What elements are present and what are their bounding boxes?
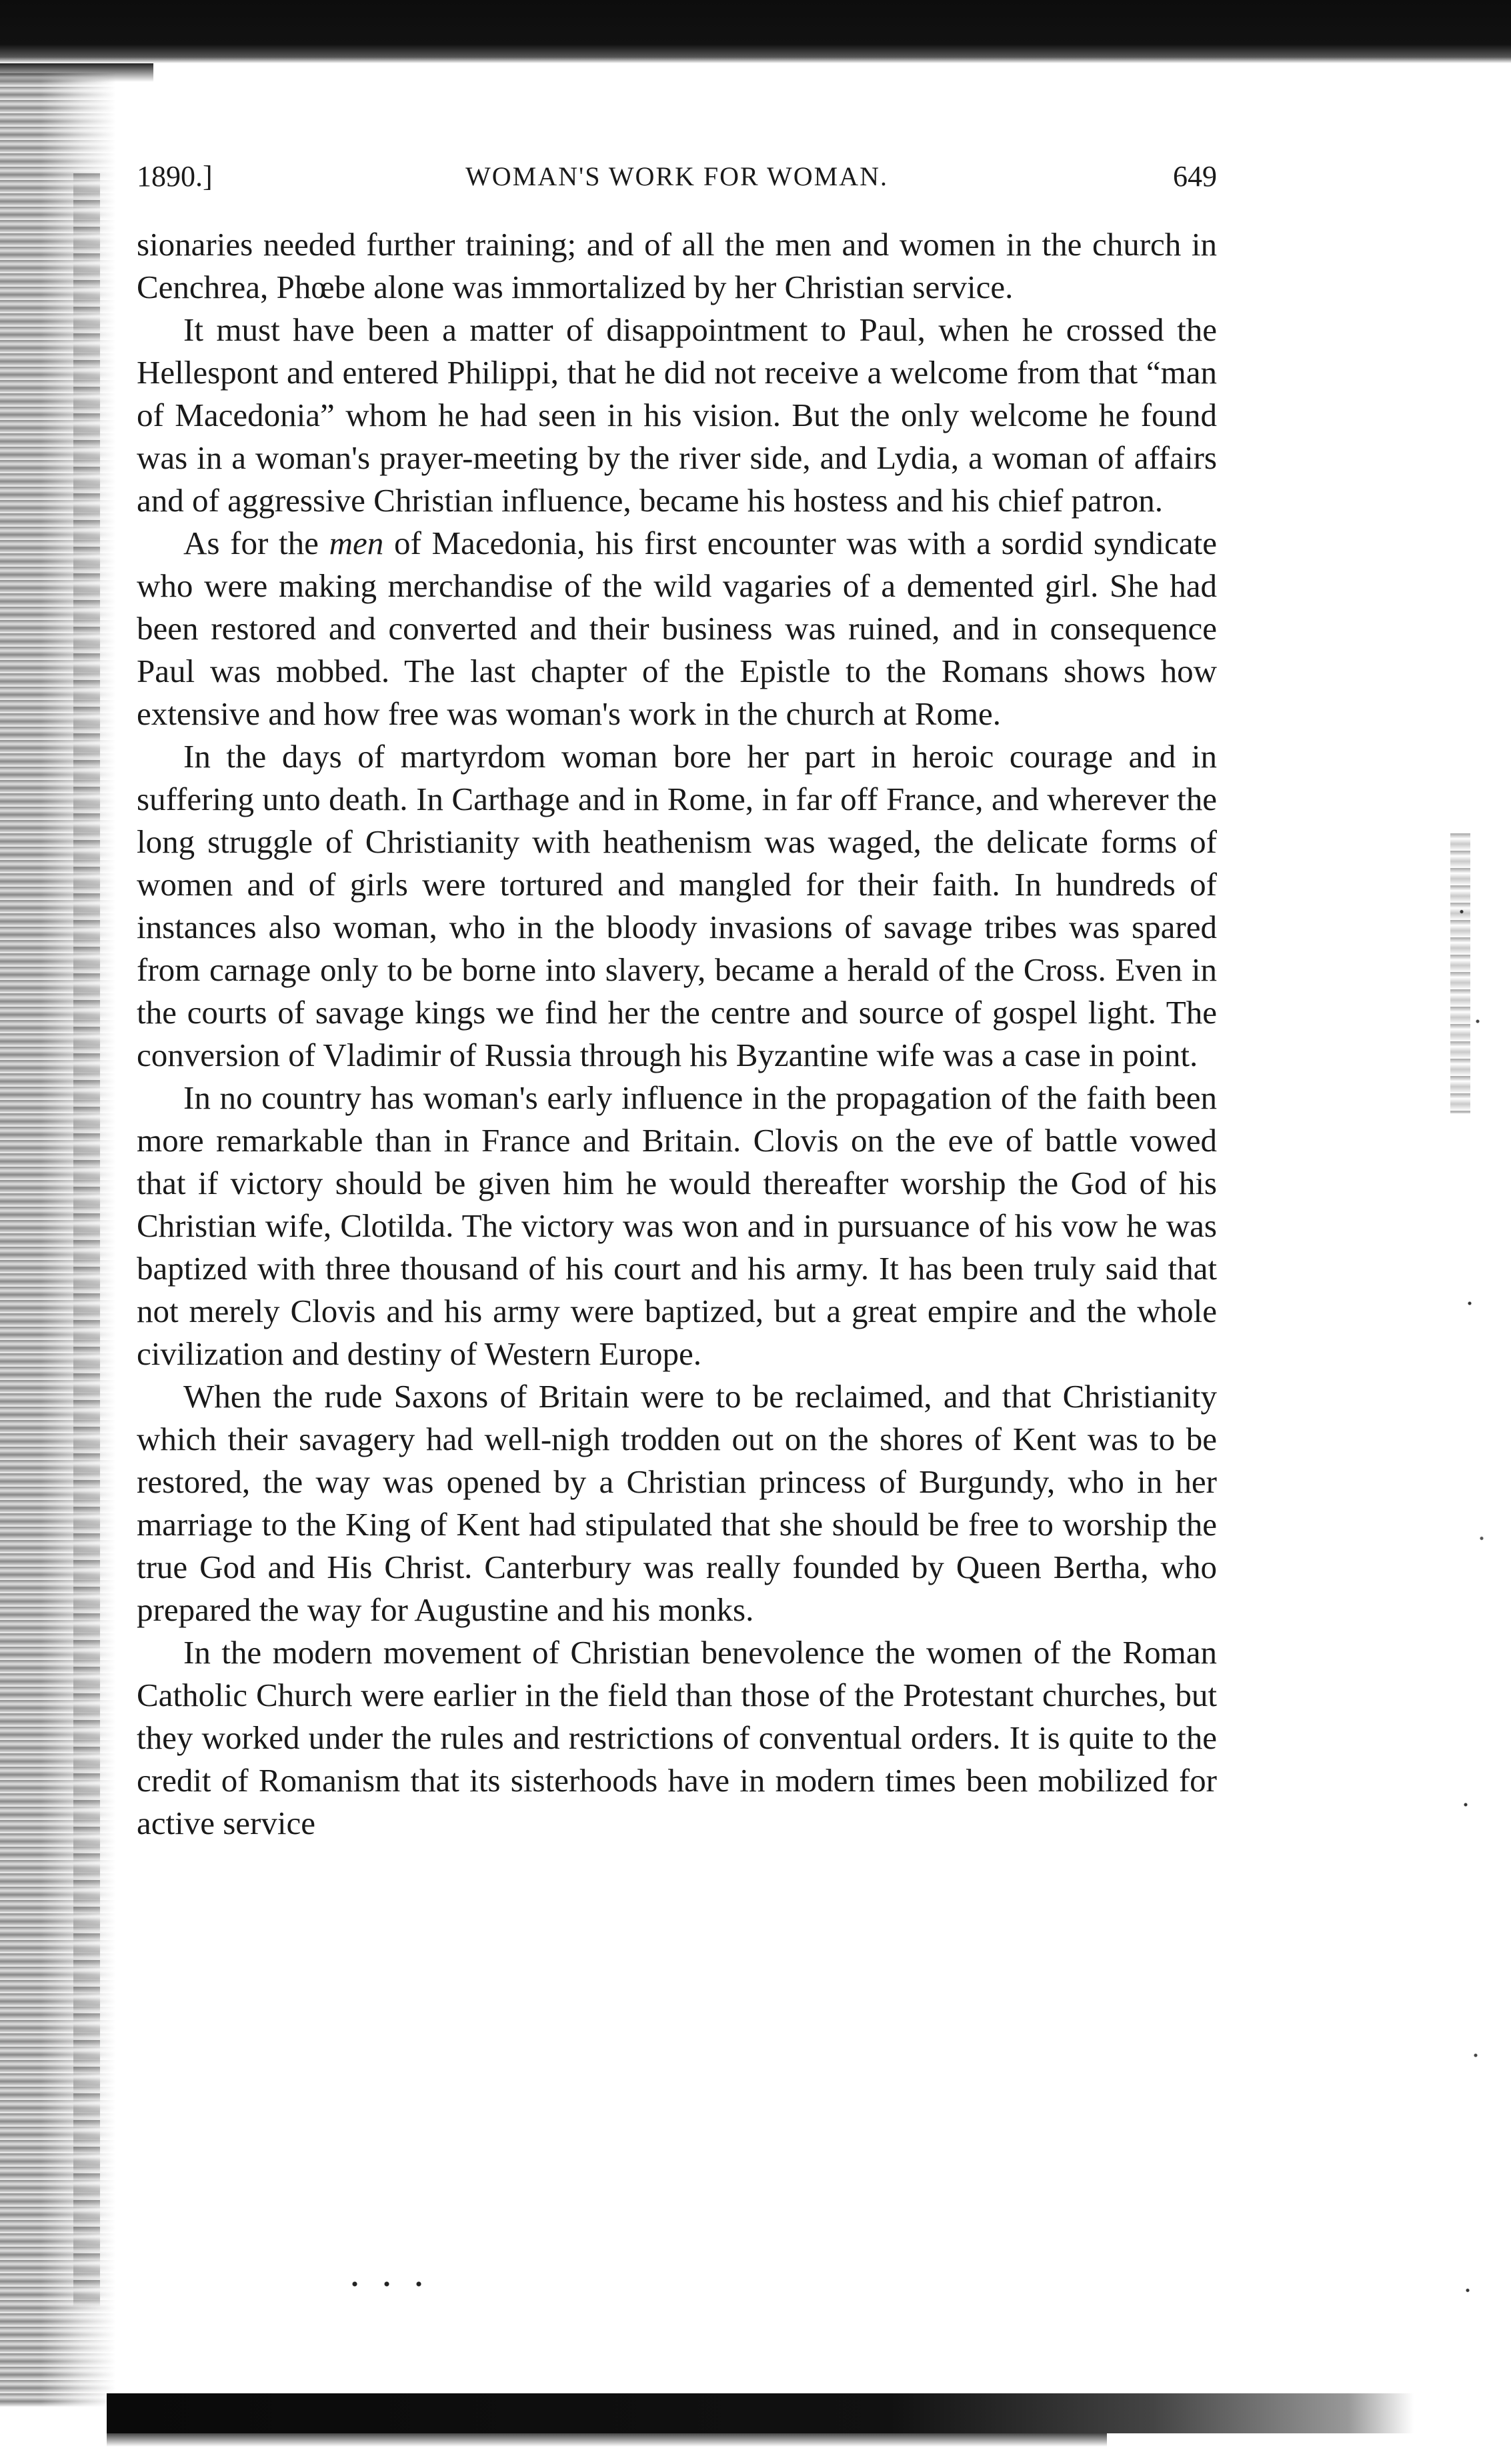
paragraph: It must have been a matter of disappointment to Paul, when he crossed the Hellespont and entered Philippi, that he did not receive a welcome from that “man of Macedonia” whom he had seen in his vision. But the only welcome he found was in a woman's prayer-meeting by the river side, and Lydia, a woman of affairs and of aggressive Christian influence, became his hostess and his chief patron.	[137, 311, 1217, 519]
paragraph: When the rude Saxons of Britain were to be reclaimed, and that Christianity which their savagery had well-nigh trodden out on the shores of Kent was to be restored, the way was opened by a Christian princess of Burgundy, who in her marriage to the King of Kent had stipulated that she should be free to worship the true God and His Christ. Canterbury was really founded by Queen Bertha, who prepared the way for Augustine and his monks.	[137, 1378, 1217, 1628]
paragraph-text: of Macedonia, his first encounter was with a sordid syndicate who were making merchandise of the wild vagaries of a demented girl. She had been restored and converted and their business was ruined, and in consequence Paul was mobbed. The last chapter of the Epistle to the Romans shows how extensive and how free was woman's work in the church at Rome.	[137, 525, 1217, 732]
emphasized-word: men	[329, 525, 384, 561]
running-head	[137, 157, 1217, 197]
scan-bottom-shadow	[107, 2433, 1107, 2447]
scan-bottom-border	[107, 2393, 1414, 2433]
scan-bottom-specks	[347, 2280, 427, 2288]
scan-right-specks	[1454, 833, 1494, 2400]
paragraph	[137, 522, 1217, 735]
page-number: 649	[1173, 160, 1217, 193]
scan-left-binding-texture	[73, 173, 100, 2307]
paragraph: In the days of martyrdom woman bore her part in heroic courage and in suffering unto death. In Carthage and in Rome, in far off France, and wherever the long struggle of Christianity with heathenism was waged, the delicate forms of women and of girls were tortured and mangled for their faith. In hundreds of instances also woman, who in the bloody invasions of savage tribes was spared from carnage only to be borne into slavery, became a herald of the Cross. Even in the courts of savage kings we find her the centre and source of gospel light. The conversion of Vladimir of Russia through his Byzantine wife was a case in point.	[137, 738, 1217, 1073]
paragraph: In the modern movement of Christian benevolence the women of the Roman Catholic Church were earlier in the field than those of the Protestant churches, but they worked under the rules and restrictions of conventual orders. It is quite to the credit of Romanism that its sisterhoods have in modern times been mobilized for active service	[137, 1634, 1217, 1841]
scan-top-border	[0, 0, 1511, 63]
paragraph: In no country has woman's early influence in the propagation of the faith been more remarkable than in France and Britain. Clovis on the eve of battle vowed that if victory should be given him he would thereafter worship the God of his Christian wife, Clotilda. The victory was won and in pursuance of his vow he was baptized with three thousand of his court and his army. It has been truly said that not merely Clovis and his army were baptized, but a great empire and the whole civilization and destiny of Western Europe.	[137, 1079, 1217, 1372]
journal-title: WOMAN'S WORK FOR WOMAN.	[465, 161, 888, 191]
header-year: 1890.]	[137, 160, 213, 193]
paragraph: sionaries needed further training; and of all the men and women in the church in Cenchrea, Phœbe alone was immortalized by her Christian service.	[137, 226, 1217, 305]
article-body	[137, 223, 1217, 1845]
paragraph-text: As for the	[183, 525, 329, 561]
